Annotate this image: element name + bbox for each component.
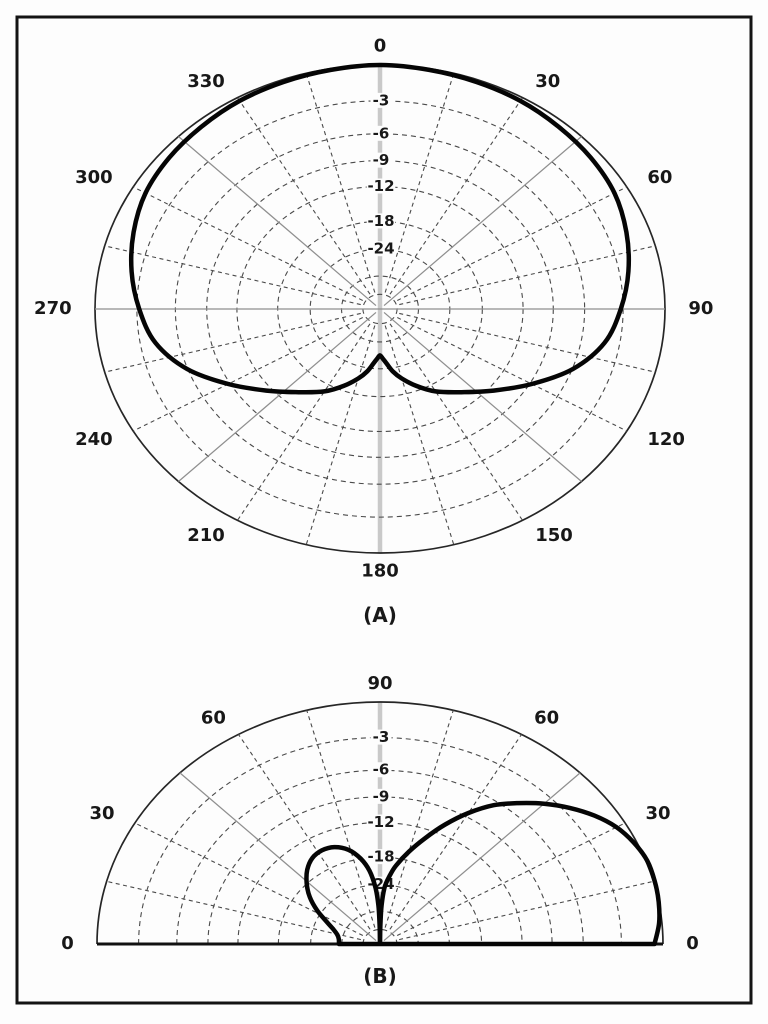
degree-label: 180 [361, 560, 399, 582]
db-tick-label: -12 [367, 177, 395, 196]
degree-label: 120 [647, 429, 685, 451]
grid-spoke-dashed [390, 324, 523, 521]
db-tick-label: -18 [367, 211, 395, 230]
grid-spoke [178, 136, 375, 305]
degree-label: 90 [367, 672, 393, 694]
grid-spoke-dashed [397, 318, 627, 431]
db-tick-label: -3 [372, 728, 390, 747]
degree-label: 0 [373, 35, 387, 57]
degree-label: 60 [534, 707, 560, 729]
grid-spoke [178, 312, 375, 481]
grid-spoke-dashed [239, 734, 371, 929]
grid-spoke-dashed [306, 325, 375, 544]
grid-spoke-dashed [397, 187, 627, 300]
degree-label: 240 [75, 429, 113, 451]
grid-spoke-dashed [133, 318, 363, 431]
azimuth-pattern-chart [34, 36, 713, 582]
db-tick-label: -12 [367, 813, 395, 832]
grid-spoke [180, 773, 376, 941]
degree-label: 60 [200, 707, 226, 729]
grid-spoke-dashed [307, 710, 375, 927]
degree-label: 0 [61, 933, 74, 954]
db-tick-label: -6 [372, 760, 390, 779]
db-tick-label: -3 [372, 91, 390, 110]
degree-label: 90 [688, 298, 714, 319]
grid-spoke-dashed [385, 325, 454, 544]
grid-spoke-dashed [238, 324, 371, 521]
degree-label: 30 [89, 802, 115, 824]
caption-a: (A) [363, 603, 397, 627]
degree-label: 60 [647, 166, 673, 188]
degree-label: 30 [535, 70, 561, 92]
db-tick-label: -9 [372, 151, 390, 170]
grid-spoke [384, 773, 580, 941]
grid-spoke-dashed [390, 98, 523, 295]
degree-label: 300 [75, 166, 113, 188]
db-tick-label: -6 [372, 124, 390, 143]
grid-spoke-dashed [105, 246, 361, 305]
degree-label: 330 [187, 70, 225, 92]
degree-label: 150 [535, 525, 573, 547]
degree-label: 30 [645, 802, 671, 824]
grid-spoke-dashed [397, 823, 625, 936]
degree-label: 210 [187, 525, 225, 547]
grid-spoke-dashed [390, 734, 522, 929]
db-tick-label: -24 [367, 239, 395, 258]
db-tick-label: -24 [367, 875, 395, 894]
grid-spoke-dashed [135, 823, 363, 936]
grid-spoke [384, 312, 581, 481]
db-tick-label: -18 [367, 847, 395, 866]
degree-label: 270 [34, 298, 72, 319]
grid-spoke-dashed [238, 98, 371, 295]
grid-spoke [384, 136, 581, 305]
db-tick-label: -9 [372, 787, 390, 806]
caption-b: (B) [363, 964, 397, 988]
grid-spoke-dashed [133, 187, 363, 300]
elevation-pattern-chart [61, 673, 699, 954]
grid-spoke-dashed [385, 710, 453, 927]
degree-label: 0 [686, 933, 699, 954]
